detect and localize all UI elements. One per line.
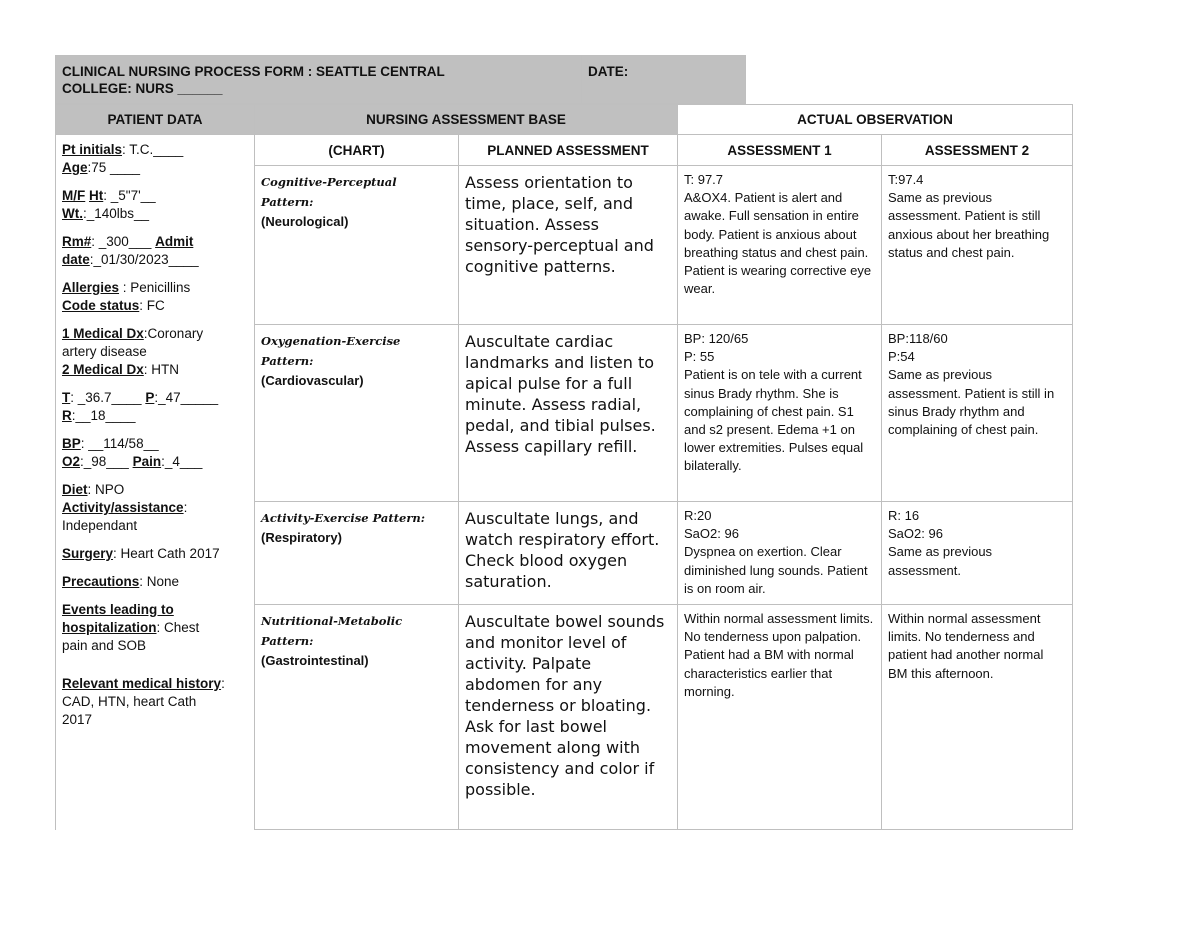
date-field (581, 55, 746, 104)
history-value: : (221, 676, 225, 691)
row-nutritional-planned: Auscultate bowel sounds and monitor level of activity. Palpate abdomen for any tenderness or bloating. Ask for last bowel movement along with consistency and color if possible. (458, 604, 678, 830)
row-cognitive-chart (254, 165, 459, 325)
pain-value: :_4___ (161, 454, 203, 469)
dx1-label: 1 Medical Dx (62, 326, 144, 341)
events-label-cont: hospitalization (62, 620, 157, 635)
ht-label: Ht (89, 188, 104, 203)
admit-date-label: date (62, 252, 90, 267)
o2-label: O2 (62, 454, 81, 469)
obs-line: P:54 (888, 349, 915, 365)
dx1-value: :Coronary (143, 326, 204, 341)
admit-date-value: :_01/30/2023____ (89, 252, 199, 267)
system-label: (Gastrointestinal) (261, 653, 369, 668)
bp-value: : __114/58__ (80, 436, 159, 451)
obs-line: R:20 (684, 508, 712, 523)
header-assessment-1: ASSESSMENT 1 (677, 134, 882, 166)
row-cognitive-assessment2 (881, 165, 1073, 325)
dx2-label: 2 Medical Dx (62, 362, 144, 377)
row-cognitive-planned: Assess orientation to time, place, self, and situation. Assess sensory-perceptual and cognitive patterns. (458, 165, 678, 325)
o2-value: :_98___ (80, 454, 133, 469)
temp-label: T (62, 390, 71, 405)
obs-line: Same as previous assessment. Patient is still anxious about her breathing status and chest pain. (888, 190, 1050, 260)
events-label: Events leading to (62, 602, 174, 617)
pattern-suffix: : (309, 634, 314, 648)
activity-value: : (183, 500, 188, 515)
row-nutritional-chart (254, 604, 459, 830)
pulse-value: :_47_____ (154, 390, 219, 405)
obs-line: P: 55 (684, 349, 715, 365)
pattern-suffix: : (420, 511, 425, 525)
admit-label: Admit (155, 234, 194, 249)
obs-line: Within normal assessment limits. No tenderness and patient had another normal BM this afternoon. (888, 611, 1044, 681)
wt-value: :_140lbs__ (83, 206, 150, 221)
temp-value: : _36.7____ (70, 390, 146, 405)
system-label: (Cardiovascular) (261, 373, 364, 388)
pattern-suffix: : (309, 354, 314, 368)
pattern-label: Activity-Exercise Pattern (261, 511, 421, 525)
resp-label: R (62, 408, 72, 423)
row-cognitive-assessment1 (677, 165, 882, 325)
pattern-label: Oxygenation-Exercise Pattern (261, 334, 401, 368)
obs-line: BP: 120/65 (684, 331, 749, 346)
form-title (55, 55, 582, 104)
obs-line: Patient is on tele with a current sinus Brady rhythm. She is complaining of chest pain. S1 and s2 present. Edema +1 on lower extremities. Pulses equal bilaterally. (684, 367, 864, 474)
activity-value-cont: Independant (62, 518, 138, 533)
events-value-cont: pain and SOB (62, 638, 147, 653)
ht-value: : _5"7'__ (103, 188, 156, 203)
row-activity-planned: Auscultate lungs, and watch respiratory effort. Check blood oxygen saturation. (458, 501, 678, 605)
obs-line: T: 97.7 (684, 172, 724, 187)
obs-line: SaO2: 96 (888, 526, 943, 542)
resp-value: :__18____ (71, 408, 136, 423)
dx1-value-cont: artery disease (62, 344, 147, 359)
obs-line: R: 16 (888, 508, 920, 523)
wt-label: Wt. (62, 206, 83, 221)
rm-label: Rm# (62, 234, 92, 249)
history-value-cont2: 2017 (62, 712, 93, 727)
surgery-label: Surgery (62, 546, 114, 561)
code-status-label: Code status (62, 298, 140, 313)
pattern-suffix: : (309, 195, 314, 209)
pt-initials-value: : T.C.____ (122, 142, 184, 157)
history-value-cont: CAD, HTN, heart Cath (62, 694, 197, 709)
row-activity-chart (254, 501, 459, 605)
row-activity-assessment1 (677, 501, 882, 605)
obs-line: T:97.4 (888, 172, 924, 187)
diet-label: Diet (62, 482, 88, 497)
age-label: Age (62, 160, 88, 175)
header-actual-observation: ACTUAL OBSERVATION (677, 104, 1073, 135)
form-title-line1: CLINICAL NURSING PROCESS FORM : SEATTLE CENTRAL (62, 64, 445, 79)
activity-label: Activity/assistance (62, 500, 184, 515)
pain-label: Pain (132, 454, 162, 469)
header-planned-assessment: PLANNED ASSESSMENT (458, 134, 678, 166)
code-status-value: : FC (139, 298, 165, 313)
row-oxygenation-assessment1 (677, 324, 882, 502)
dx2-value: : HTN (143, 362, 180, 377)
row-oxygenation-planned: Auscultate cardiac landmarks and listen to apical pulse for a full minute. Assess radial, pedal, and tibial pulses. Assess capillary refill. (458, 324, 678, 502)
pattern-label: Cognitive-Perceptual Pattern (261, 175, 397, 209)
row-oxygenation-chart (254, 324, 459, 502)
header-chart: (CHART) (254, 134, 459, 166)
pt-initials-label: Pt initials (62, 142, 123, 157)
precautions-label: Precautions (62, 574, 140, 589)
form-title-line2: COLLEGE: NURS ______ (62, 81, 223, 96)
row-activity-assessment2 (881, 501, 1073, 605)
patient-data-panel (55, 134, 255, 830)
bp-label: BP (62, 436, 81, 451)
diet-value: : NPO (87, 482, 125, 497)
obs-line: SaO2: 96 (684, 526, 739, 542)
header-assessment-2: ASSESSMENT 2 (881, 134, 1073, 166)
row-nutritional-assessment2 (881, 604, 1073, 830)
allergies-label: Allergies (62, 280, 120, 295)
pattern-label: Nutritional-Metabolic Pattern (261, 614, 403, 648)
row-nutritional-assessment1 (677, 604, 882, 830)
events-value: : Chest (156, 620, 200, 635)
rm-value: : _300___ (91, 234, 156, 249)
date-label: DATE: (588, 64, 629, 79)
pulse-label: P (145, 390, 155, 405)
surgery-value: : Heart Cath 2017 (113, 546, 220, 561)
system-label: (Neurological) (261, 214, 349, 229)
obs-line: Same as previous assessment. Patient is still in sinus Brady rhythm and complaining of chest pain. (888, 367, 1055, 438)
age-value: :75 ____ (87, 160, 141, 175)
precautions-value: : None (139, 574, 180, 589)
mf-label: M/F (62, 188, 86, 203)
obs-line: Within normal assessment limits. No tenderness upon palpation. Patient had a BM with normal characteristics earlier that morning. (684, 611, 874, 699)
obs-line: Same as previous assessment. (888, 544, 993, 578)
obs-line: BP:118/60 (888, 331, 948, 346)
row-oxygenation-assessment2 (881, 324, 1073, 502)
system-label: (Respiratory) (261, 530, 342, 545)
header-patient-data: PATIENT DATA (55, 104, 255, 135)
history-label: Relevant medical history (62, 676, 222, 691)
header-nursing-assessment-base: NURSING ASSESSMENT BASE (254, 104, 678, 135)
allergies-value: : Penicillins (119, 280, 191, 295)
obs-line: Dyspnea on exertion. Clear diminished lung sounds. Patient is on room air. (684, 544, 868, 596)
obs-line: A&OX4. Patient is alert and awake. Full sensation in entire body. Patient is anxious about breathing status and chest pain. Patient is wearing corrective eye wear. (684, 190, 872, 297)
